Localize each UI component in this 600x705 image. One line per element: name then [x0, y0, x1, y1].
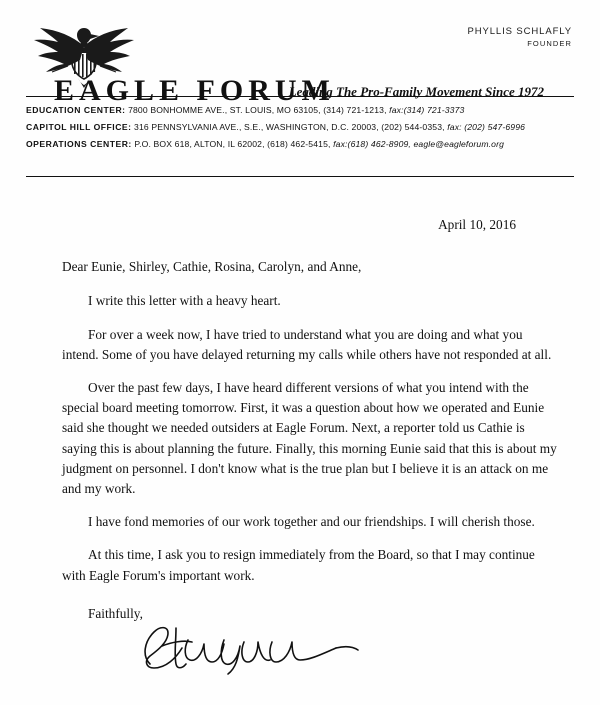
letter-paragraph: I have fond memories of our work together and our friendships. I will cherish those. [88, 514, 535, 530]
letter-date: April 10, 2016 [438, 217, 516, 232]
address-line [26, 102, 574, 119]
address-label: OPERATIONS CENTER: [26, 138, 132, 149]
letterhead [0, 0, 600, 149]
organization-tagline: Leading The Pro-Family Movement Since 1972 [288, 84, 544, 99]
office-addresses [26, 102, 574, 152]
organization-name: EAGLE FORUM [54, 74, 335, 107]
letter-paragraph: Over the past few days, I have heard different versions of what you intend with the special board meeting tomorrow. First, it was a question about how we operated and Eunie said she thought we needed outsiders at Eagle Forum. Next, a reporter told us Cathie is saying this is about planning the future. Finally, this morning Eunie said that this is about my judgment on personnel. I don't know what is the true plan but I believe it is an attack on me and my work. [62, 380, 557, 497]
address-label: EDUCATION CENTER: [26, 105, 126, 115]
letter-paragraph: At this time, I ask you to resign immediately from the Board, so that I may continue with Eagle Forum's important work. [62, 547, 535, 583]
letter-closing: Faithfully, [88, 605, 143, 621]
address-fax: fax:(314) 721-3373 [389, 105, 465, 115]
letter-paragraph: I write this letter with a heavy heart. [88, 293, 281, 309]
letter-salutation: Dear Eunie, Shirley, Cathie, Rosina, Carolyn, and Anne, [62, 259, 362, 275]
address-text: P.O. BOX 618, ALTON, IL 62002, (618) 462-5415, [134, 138, 331, 149]
address-label: CAPITOL HILL OFFICE: [26, 121, 132, 132]
founder-name: PHYLLIS SCHLAFLY [467, 26, 572, 37]
address-fax: fax: (202) 547-6996 [447, 121, 526, 132]
address-fax: fax:(618) 462-8909, eagle@eagleforum.org [333, 138, 505, 149]
address-text: 316 PENNSYLVANIA AVE., S.E., WASHINGTON, D.C. 20003, (202) 544-0353, [134, 121, 445, 132]
divider-bottom [26, 176, 574, 177]
address-text: 7800 BONHOMME AVE., ST. LOUIS, MO 63105, (314) 721-1213, [128, 105, 387, 115]
signature [132, 620, 560, 676]
address-line [26, 119, 574, 136]
letter-paragraph: For over a week now, I have tried to understand what you are doing and what you intend. Some of you have delayed returning my calls while others have not responded at all. [62, 326, 552, 362]
letter-body [62, 215, 560, 676]
divider-top [26, 96, 574, 97]
address-line [26, 136, 574, 153]
founder-title: FOUNDER [527, 38, 572, 48]
